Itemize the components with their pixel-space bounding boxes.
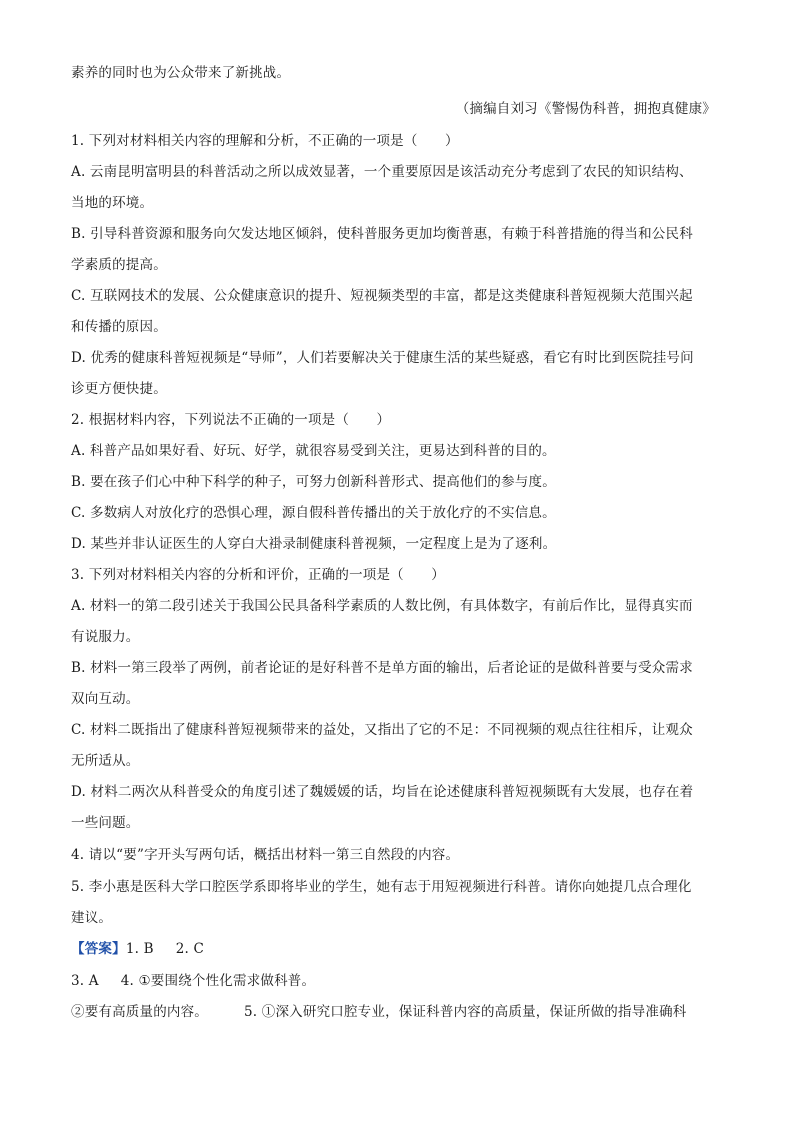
answer-tag: 【答案】 bbox=[71, 941, 126, 957]
answer-2: 2. C bbox=[175, 941, 205, 957]
q2-option-a: A. 科普产品如果好看、好玩、好学，就很容易受到关注，更易达到科普的目的。 bbox=[71, 443, 556, 459]
question-1-stem: 1. 下列对材料相关内容的理解和分析，不正确的一项是（ ） bbox=[71, 133, 459, 149]
answer-row-1 bbox=[71, 939, 204, 959]
intro-tail: 素养的同时也为公众带来了新挑战。 bbox=[71, 65, 291, 81]
q3-option-c-line2: 无所适从。 bbox=[71, 753, 140, 769]
answer-row-2 bbox=[71, 971, 315, 991]
q1-option-d-line2: 诊更方便快捷。 bbox=[71, 381, 167, 397]
answer-1: 1. B bbox=[125, 941, 154, 957]
q3-option-a-line1: A. 材料一的第二段引述关于我国公民具备科学素质的人数比例，有具体数字，有前后作比，显得真实而 bbox=[71, 598, 693, 614]
question-5-stem: 5. 李小惠是医科大学口腔医学系即将毕业的学生，她有志于用短视频进行科普。请你向她提几点合理化 bbox=[71, 879, 692, 895]
q3-option-b-line1: B. 材料一第三段举了两例，前者论证的是好科普不是单方面的输出，后者论证的是做科普要与受众需求 bbox=[71, 660, 693, 676]
q3-option-b-line2: 双向互动。 bbox=[71, 691, 140, 707]
answer-4-head: 4. ①要围绕个性化需求做科普。 bbox=[120, 973, 316, 989]
q3-option-d-line2: 一些问题。 bbox=[71, 815, 140, 831]
answer-3: 3. A bbox=[71, 973, 99, 989]
q2-option-c: C. 多数病人对放化疗的恐惧心理，源自假科普传播出的关于放化疗的不实信息。 bbox=[71, 505, 556, 521]
answer-4-tail: ②要有高质量的内容。 bbox=[71, 1004, 208, 1020]
q3-option-d-line1: D. 材料二两次从科普受众的角度引述了魏媛媛的话，均旨在论述健康科普短视频既有大发展，也存在着 bbox=[71, 784, 694, 800]
q2-option-b: B. 要在孩子们心中种下科学的种子，可努力创新科普形式、提高他们的参与度。 bbox=[71, 474, 556, 490]
q1-option-b-line1: B. 引导科普资源和服务向欠发达地区倾斜，使科普服务更加均衡普惠，有赖于科普措施的得当和公民科 bbox=[71, 226, 693, 242]
q1-option-c-line2: 和传播的原因。 bbox=[71, 319, 167, 335]
q3-option-a-line2: 有说服力。 bbox=[71, 629, 140, 645]
q3-option-c-line1: C. 材料二既指出了健康科普短视频带来的益处，又指出了它的不足：不同视频的观点往往相斥，让观众 bbox=[71, 722, 693, 738]
answer-5-head: 5. ①深入研究口腔专业，保证科普内容的高质量，保证所做的指导准确科 bbox=[244, 1004, 687, 1020]
q1-option-b-line2: 学素质的提高。 bbox=[71, 257, 167, 273]
question-5-stem-cont: 建议。 bbox=[71, 910, 113, 926]
q1-option-d-line1: D. 优秀的健康科普短视频是“导师”，人们若要解决关于健康生活的某些疑惑，看它有时比到医院挂号问 bbox=[71, 350, 694, 366]
question-3-stem: 3. 下列对材料相关内容的分析和评价，正确的一项是（ ） bbox=[71, 567, 445, 583]
question-4-stem: 4. 请以“要”字开头写两句话，概括出材料一第三自然段的内容。 bbox=[71, 847, 460, 863]
q1-option-c-line1: C. 互联网技术的发展、公众健康意识的提升、短视频类型的丰富，都是这类健康科普短视频大范围兴起 bbox=[71, 288, 693, 304]
question-2-stem: 2. 根据材料内容，下列说法不正确的一项是（ ） bbox=[71, 412, 391, 428]
q2-option-d: D. 某些并非认证医生的人穿白大褂录制健康科普视频，一定程度上是为了逐利。 bbox=[71, 536, 557, 552]
answer-row-3 bbox=[71, 1002, 686, 1022]
source-citation: （摘编自刘习《警惕伪科普，拥抱真健康》 bbox=[455, 101, 716, 117]
q1-option-a-line1: A. 云南昆明富明县的科普活动之所以成效显著，一个重要原因是该活动充分考虑到了农民的知识结构、 bbox=[71, 164, 693, 180]
q1-option-a-line2: 当地的环境。 bbox=[71, 195, 154, 211]
